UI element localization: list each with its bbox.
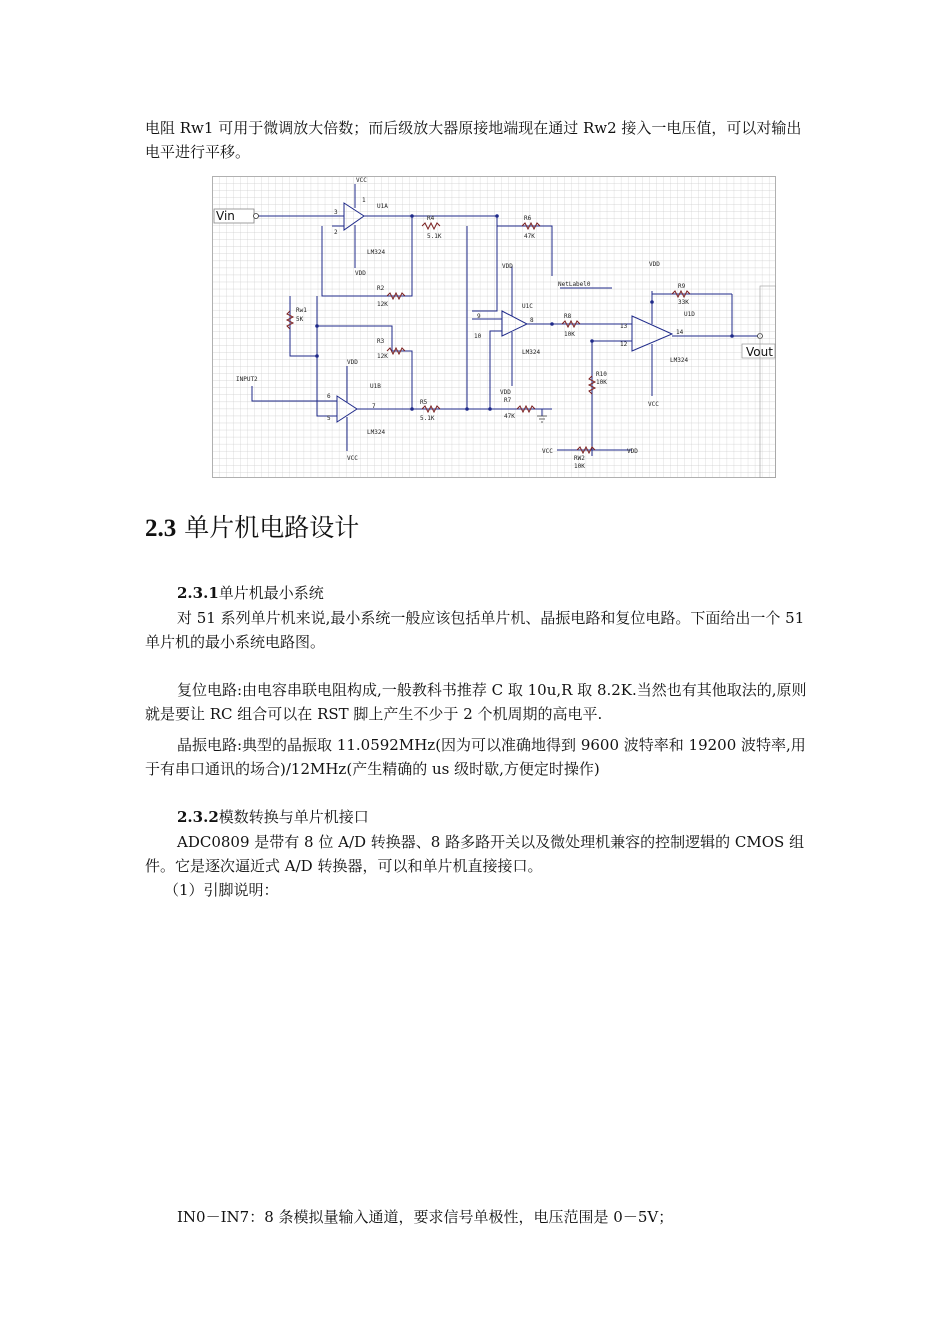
body-paragraph: 复位电路:由电容串联电阻构成,一般教科书推荐 C 取 10u,R 取 8.2K.当然也有其他取法的,原则就是要让 RC 组合可以在 RST 脚上产生不少于 2 个机周期的高电平. [145,681,807,723]
u1c-label: U1C [522,303,533,310]
lm324-label: LM324 [367,429,386,436]
body-paragraph: 晶振电路:典型的晶振取 11.0592MHz(因为可以准确地得到 9600 波特率和 19200 波特率,用于有串口通讯的场合)/12MHz(产生精确的 us 级时歇,方便定时操作) [145,736,806,778]
lm324-label: LM324 [670,357,689,364]
r4-value: 5.1K [427,233,442,240]
vdd-label: VDD [502,263,513,270]
rw1-label: Rw1 [296,307,307,314]
vout-label: Vout [746,345,773,359]
netlabel: NetLabel0 [558,281,591,288]
vdd-label: VDD [500,389,511,396]
vin-label: Vin [216,209,235,223]
pin-label: 7 [372,403,376,410]
section-number: 2.3 [145,515,177,542]
u1d-label: U1D [684,311,695,318]
r3-label: R3 [377,338,385,345]
r7-label: R7 [504,397,512,404]
r2-value: 12K [377,301,388,308]
vdd-label: VDD [627,448,638,455]
subsection-heading-1 [177,582,324,603]
pin-label: 1 [362,197,366,204]
subsection-title: 模数转换与单片机接口 [218,808,369,826]
r6-value: 47K [524,233,535,240]
subsection-title: 单片机最小系统 [218,584,324,602]
amplifier-circuit-diagram [212,176,776,478]
schematic-grid [212,176,776,478]
pin-label: 6 [327,393,331,400]
vcc-label: VCC [542,448,553,455]
r7-value: 47K [504,413,515,420]
intro-paragraph: 电阻 Rw1 可用于微调放大倍数；而后级放大器原接地端现在通过 Rw2 接入一电压值，可以对输出电平进行平移。 [145,119,802,161]
r10-label: R10 [596,371,607,378]
r5-label: R5 [420,399,428,406]
vcc-label: VCC [648,401,659,408]
pin-label: 2 [334,229,338,236]
pin-label: 13 [620,323,628,330]
pin-label: 10 [474,333,482,340]
r9-value: 33K [678,299,689,306]
rw2-value: 10K [574,463,585,470]
pin-label: 12 [620,341,628,348]
pin-label: 9 [477,313,481,320]
r10-value: 10K [596,379,607,386]
rw1-value: 5K [296,316,304,323]
u1a-label: U1A [377,203,388,210]
r9-label: R9 [678,283,686,290]
input2-label: INPUT2 [236,376,258,383]
pin-label: 14 [676,329,684,336]
r2-label: R2 [377,285,385,292]
r3-value: 12K [377,353,388,360]
r8-label: R8 [564,313,572,320]
vdd-label: VDD [347,359,358,366]
lm324-label: LM324 [522,349,541,356]
subsection-number: 2.3.2 [177,808,219,826]
rw2-label: RW2 [574,455,585,462]
vdd-label: VDD [649,261,660,268]
body-paragraph: IN0－IN7：8 条模拟量输入通道，要求信号单极性，电压范围是 0－5V； [177,1208,674,1226]
section-title: 单片机电路设计 [184,513,360,542]
vdd-label: VDD [355,270,366,277]
r6-label: R6 [524,215,532,222]
u1b-label: U1B [370,383,381,390]
body-paragraph: 对 51 系列单片机来说,最小系统一般应该包括单片机、晶振电路和复位电路。下面给出一个 51 单片机的最小系统电路图。 [145,609,805,651]
body-paragraph: （1）引脚说明： [164,881,279,899]
subsection-number: 2.3.1 [177,584,219,602]
subsection-heading-2 [177,806,369,827]
vcc-label: VCC [347,455,358,462]
pin-label: 5 [327,415,331,422]
pin-label: 8 [530,317,534,324]
section-heading [145,508,359,544]
r5-value: 5.1K [420,415,435,422]
vcc-label: VCC [356,177,367,184]
body-paragraph: ADC0809 是带有 8 位 A/D 转换器、8 路多路开关以及微处理机兼容的控制逻辑的 CMOS 组件。它是逐次逼近式 A/D 转换器，可以和单片机直接接口。 [145,833,805,875]
pin-label: 3 [334,209,338,216]
r8-value: 10K [564,331,575,338]
r4-label: R4 [427,215,435,222]
lm324-label: LM324 [367,249,386,256]
